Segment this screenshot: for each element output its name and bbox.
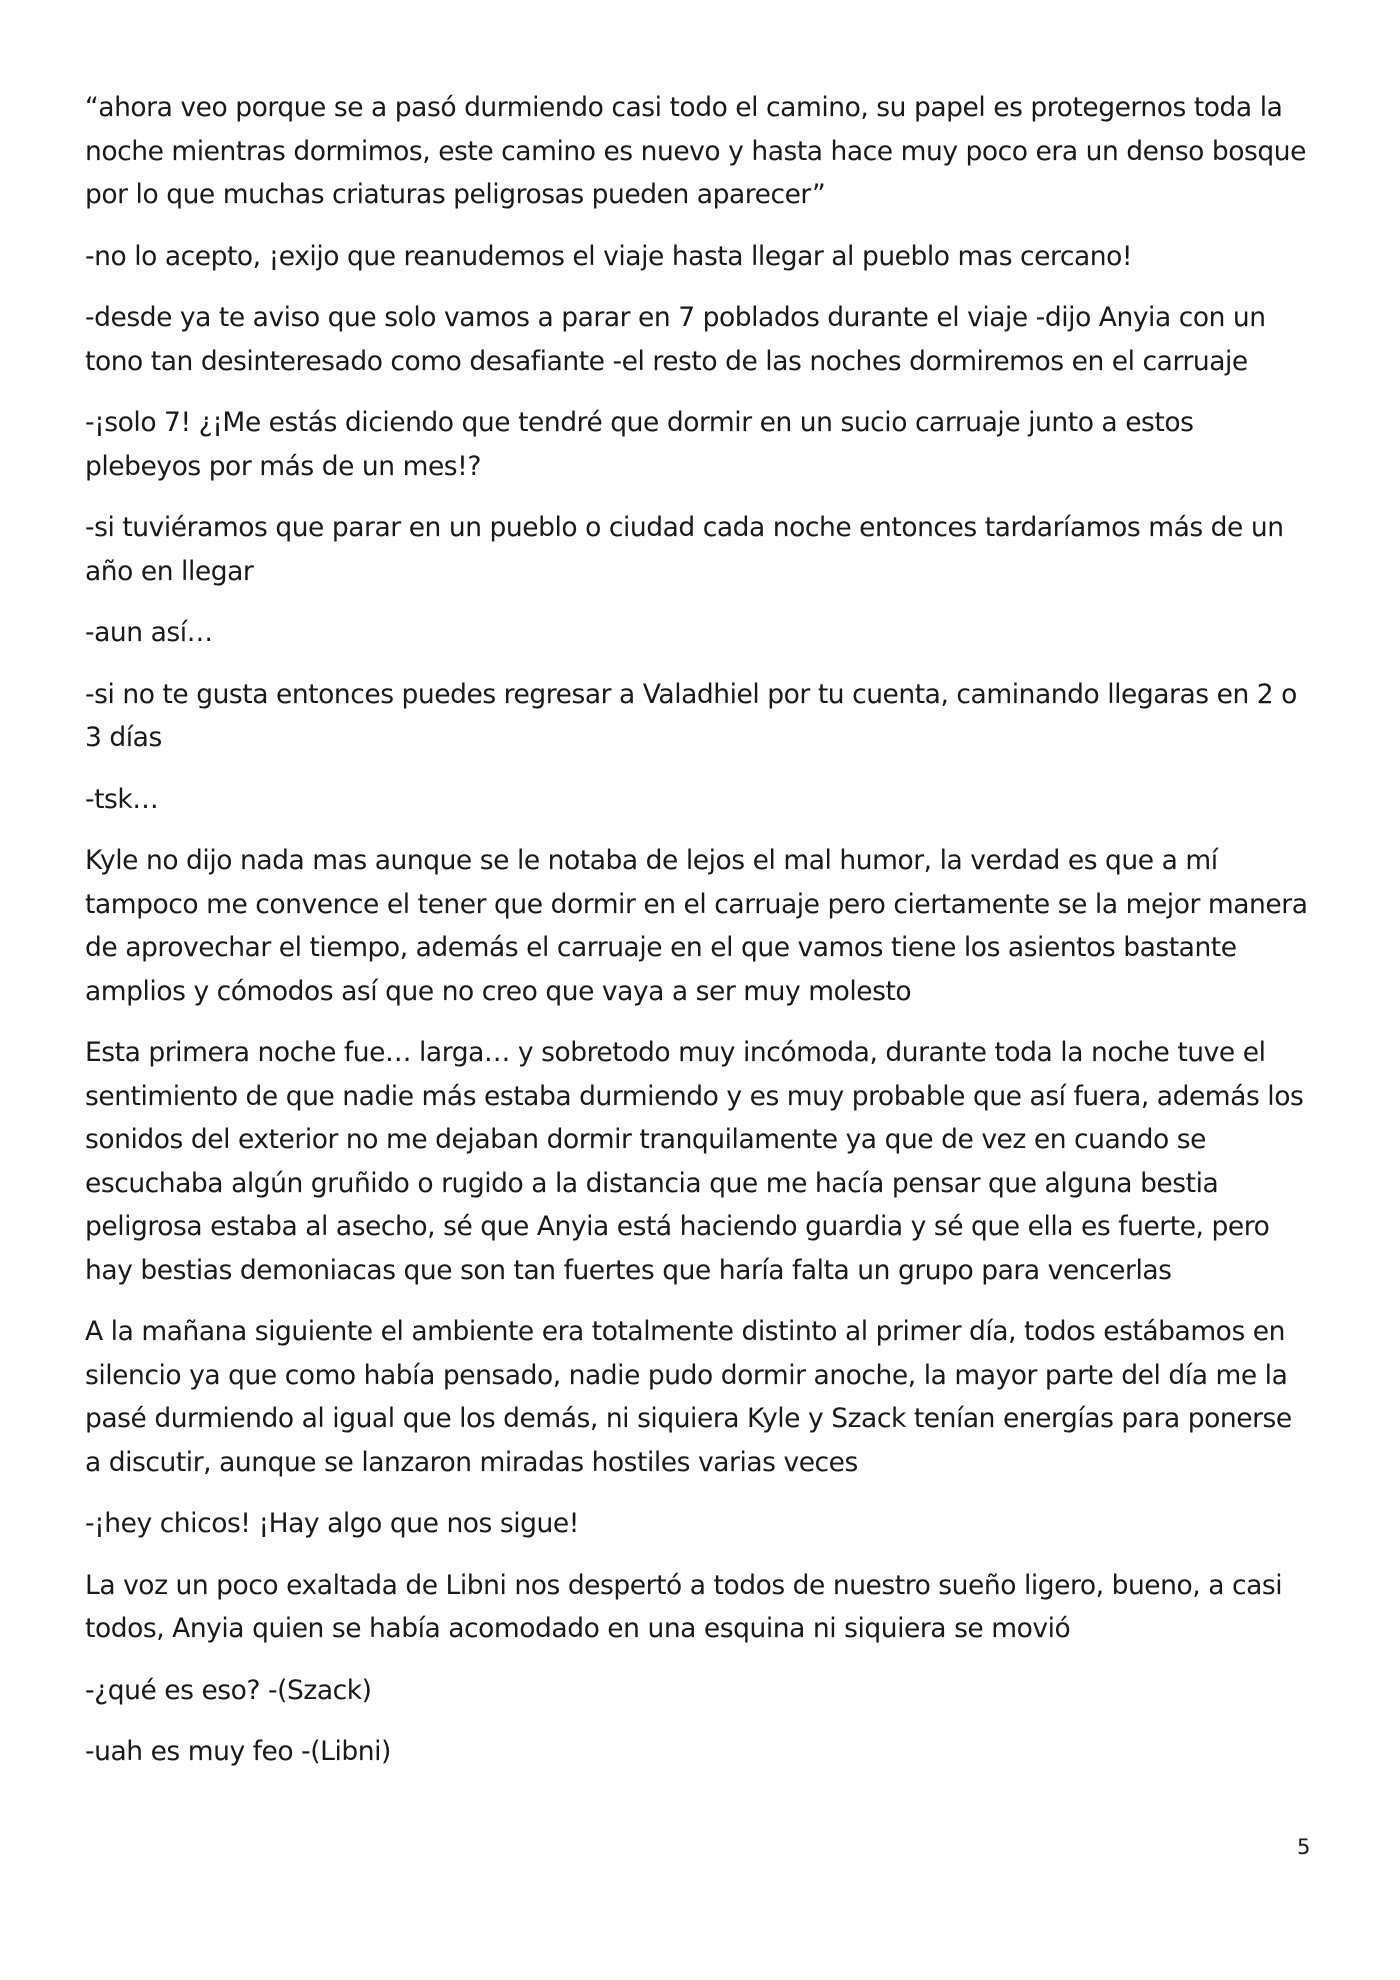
body-text	[85, 86, 1310, 1792]
paragraph: Kyle no dijo nada mas aunque se le notaba de lejos el mal humor, la verdad es que a mí tampoco me convence el tener que dormir en el carruaje pero ciertamente se la mejor manera de aprovechar el tiempo, además el carruaje en el que vamos tiene los asientos bastante amplios y cómodos así que no creo que vaya a ser muy molesto	[85, 845, 1308, 1007]
paragraph: -si tuviéramos que parar en un pueblo o ciudad cada noche entonces tardaríamos más de un año en llegar	[85, 512, 1284, 587]
paragraph: -no lo acepto, ¡exijo que reanudemos el viaje hasta llegar al pueblo mas cercano!	[85, 240, 1133, 272]
paragraph: -aun así…	[85, 617, 213, 648]
paragraph: -¡hey chicos! ¡Hay algo que nos sigue!	[85, 1508, 579, 1539]
paragraph: -uah es muy feo -(Libni)	[85, 1736, 391, 1767]
paragraph: -¿qué es eso? -(Szack)	[85, 1674, 372, 1706]
paragraph: -si no te gusta entonces puedes regresar a Valadhiel por tu cuenta, caminando llegaras en 2 o 3 días	[85, 678, 1297, 753]
paragraph: A la mañana siguiente el ambiente era totalmente distinto al primer día, todos estábamos en silencio ya que como había pensado, nadie pudo dormir anoche, la mayor parte del día me la pasé durmiendo al igual que los demás, ni siquiera Kyle y Szack tenían energías para ponerse a discutir, aunque se lanzaron miradas hostiles varias veces	[85, 1316, 1292, 1478]
paragraph: -¡solo 7! ¿¡Me estás diciendo que tendré que dormir en un sucio carruaje junto a estos plebeyos por más de un mes!?	[85, 407, 1194, 482]
paragraph: -tsk…	[85, 783, 159, 815]
page-number: 5	[1297, 1835, 1311, 1859]
paragraph: -desde ya te aviso que solo vamos a parar en 7 poblados durante el viaje -dijo Anyia con un tono tan desinteresado como desafiante -el resto de las noches dormiremos en el carruaje	[85, 302, 1266, 377]
paragraph: “ahora veo porque se a pasó durmiendo casi todo el camino, su papel es protegernos toda la noche mientras dormimos, este camino es nuevo y hasta hace muy poco era un denso bosque por lo que muchas criaturas peligrosas pueden aparecer”	[85, 92, 1306, 210]
paragraph: La voz un poco exaltada de Libni nos despertó a todos de nuestro sueño ligero, bueno, a casi todos, Anyia quien se había acomodado en una esquina ni siquiera se movió	[85, 1569, 1283, 1644]
paragraph: Esta primera noche fue… larga… y sobretodo muy incómoda, durante toda la noche tuve el sentimiento de que nadie más estaba durmiendo y es muy probable que así fuera, además los sonidos del exterior no me dejaban dormir tranquilamente ya que de vez en cuando se escuchaba algún gruñido o rugido a la distancia que me hacía pensar que alguna bestia peligrosa estaba al asecho, sé que Anyia está haciendo guardia y sé que ella es fuerte, pero hay bestias demoniacas que son tan fuertes que haría falta un grupo para vencerlas	[85, 1037, 1304, 1286]
